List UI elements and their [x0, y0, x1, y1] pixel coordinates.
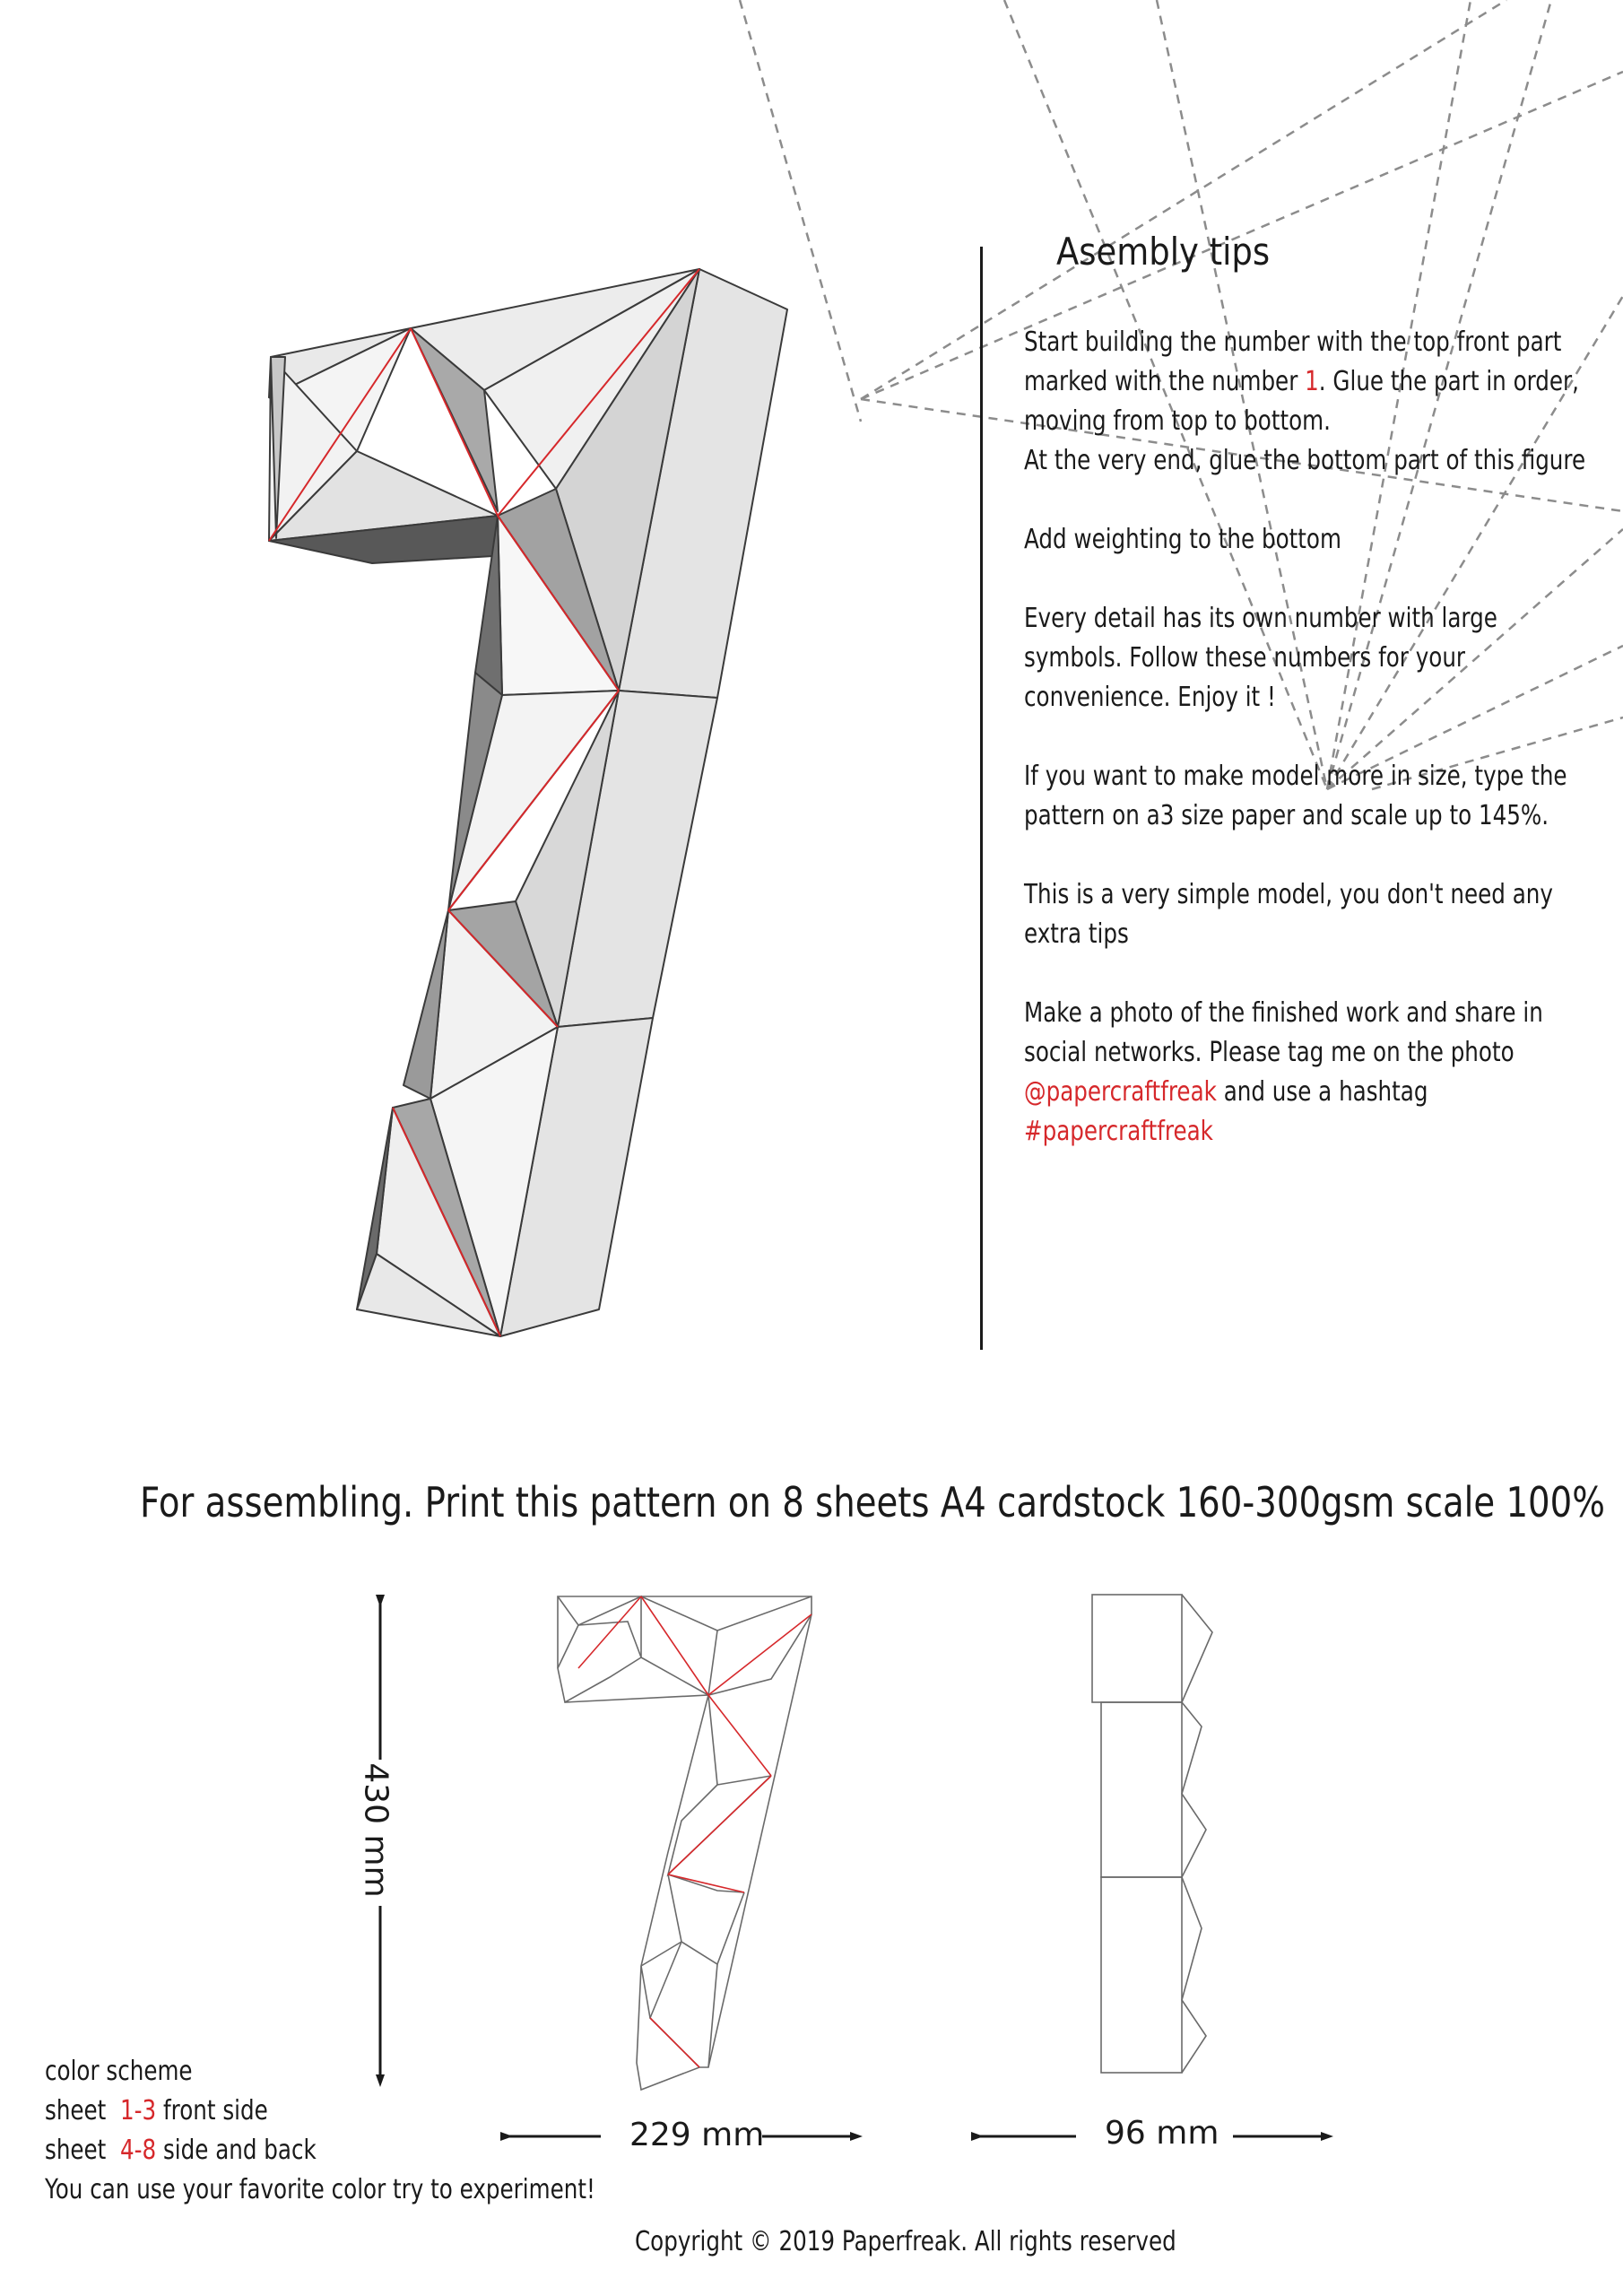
assembling-instructions: For assembling. Print this pattern on 8 sheets A4 cardstock 160-300gsm scale 100%: [140, 1478, 1605, 1526]
tips-p6-b: and use a hashtag: [1216, 1076, 1428, 1108]
tips-title: Asembly tips: [1056, 230, 1271, 274]
color-scheme-front: [45, 2092, 595, 2131]
front-text: front side: [156, 2095, 268, 2126]
color-scheme: [45, 2052, 595, 2210]
side-pattern: [1092, 1595, 1212, 2073]
sheet-label-back: sheet: [45, 2135, 107, 2166]
tips-paragraph-2: Add weighting to the bottom: [1024, 524, 1341, 555]
depth-dimension: 96 mm: [1105, 2115, 1219, 2152]
width-dimension: 229 mm: [629, 2117, 765, 2153]
copyright: Copyright © 2019 Paperfreak. All rights reserved: [635, 2226, 1176, 2257]
tips-p1-number: 1: [1305, 366, 1319, 397]
sheet-label-front: sheet: [45, 2095, 107, 2126]
color-scheme-title: color scheme: [45, 2056, 193, 2087]
tips-paragraph-4: If you want to make model more in size, type the pattern on a3 size paper and scale up to 145%.: [1024, 761, 1567, 831]
instagram-handle: @papercraftfreak: [1024, 1076, 1217, 1108]
height-dimension: 430 mm: [357, 1762, 395, 1898]
color-scheme-note: You can use your favorite color try to experiment!: [45, 2174, 595, 2205]
tips-p6: Make a photo of the finished work and share in social networks. Please tag me on the photo: [1024, 997, 1543, 1068]
hashtag: #papercraftfreak: [1024, 1116, 1213, 1147]
front-range: 1-3: [119, 2095, 157, 2126]
back-range: 4-8: [119, 2135, 157, 2166]
front-pattern: [558, 1596, 812, 2090]
tips-paragraph-5: This is a very simple model, you don't need any extra tips: [1024, 879, 1553, 950]
back-text: side and back: [156, 2135, 317, 2166]
tips-p1-b: . Glue the part in order, moving from top to bottom.: [1024, 366, 1579, 437]
tips-p1-a: Start building the number with the top front part marked with the number: [1024, 326, 1562, 397]
tips-paragraph-3: Every detail has its own number with large symbols. Follow these numbers for your convenience. Enjoy it !: [1024, 603, 1497, 713]
tips-p1-c: At the very end, glue the bottom part of this figure: [1024, 445, 1586, 476]
color-scheme-back: [45, 2131, 595, 2170]
